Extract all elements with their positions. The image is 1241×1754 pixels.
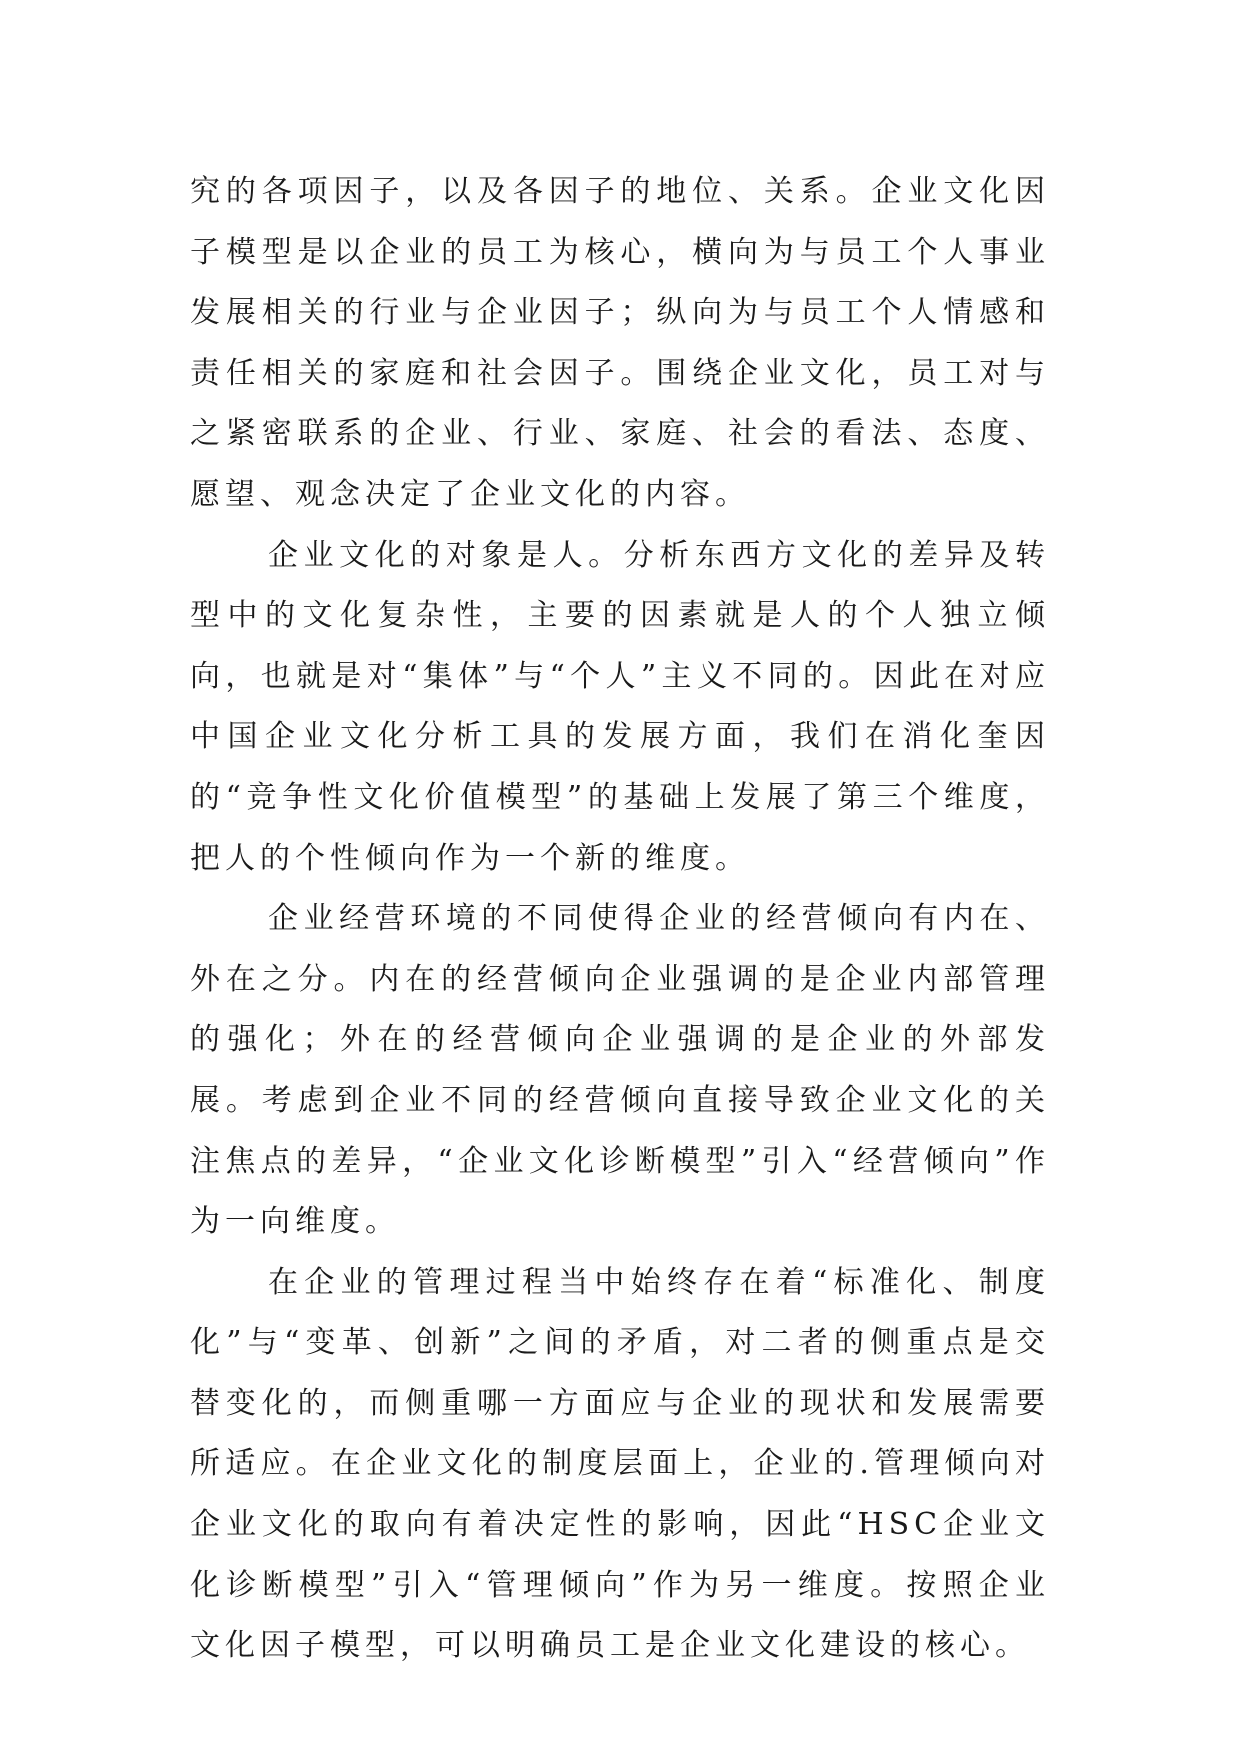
paragraph-object-of-culture: 企业文化的对象是人。分析东西方文化的差异及转型中的文化复杂性，主要的因素就是人的个人独立倾向，也就是对“集体”与“个人”主义不同的。因此在对应中国企业文化分析工具的发展方面，我们在消化奎因的“竞争性文化价值模型”的基础上发展了第三个维度，把人的个性倾向作为一个新的维度。 [190, 537, 1050, 876]
paragraph-continued: 究的各项因子，以及各因子的地位、关系。企业文化因子模型是以企业的员工为核心，横向为与员工个人事业发展相关的行业与企业因子；纵向为与员工个人情感和责任相关的家庭和社会因子。围绕企业文化，员工对与之紧密联系的企业、行业、家庭、社会的看法、态度、愿望、观念决定了企业文化的内容。 [190, 174, 1050, 512]
paragraph-management-orientation: 在企业的管理过程当中始终存在着“标准化、制度化”与“变革、创新”之间的矛盾，对二者的侧重点是交替变化的，而侧重哪一方面应与企业的现状和发展需要所适应。在企业文化的制度层面上，企业的.管理倾向对企业文化的取向有着决定性的影响，因此“HSC企业文化诊断模型”引入“管理倾向”作为另一维度。按照企业文化因子模型，可以明确员工是企业文化建设的核心。 [190, 1264, 1050, 1664]
paragraph-business-orientation: 企业经营环境的不同使得企业的经营倾向有内在、外在之分。内在的经营倾向企业强调的是企业内部管理的强化；外在的经营倾向企业强调的是企业的外部发展。考虑到企业不同的经营倾向直接导致企业文化的关注焦点的差异，“企业文化诊断模型”引入“经营倾向”作为一向维度。 [190, 901, 1050, 1240]
document-body [190, 162, 1050, 1677]
